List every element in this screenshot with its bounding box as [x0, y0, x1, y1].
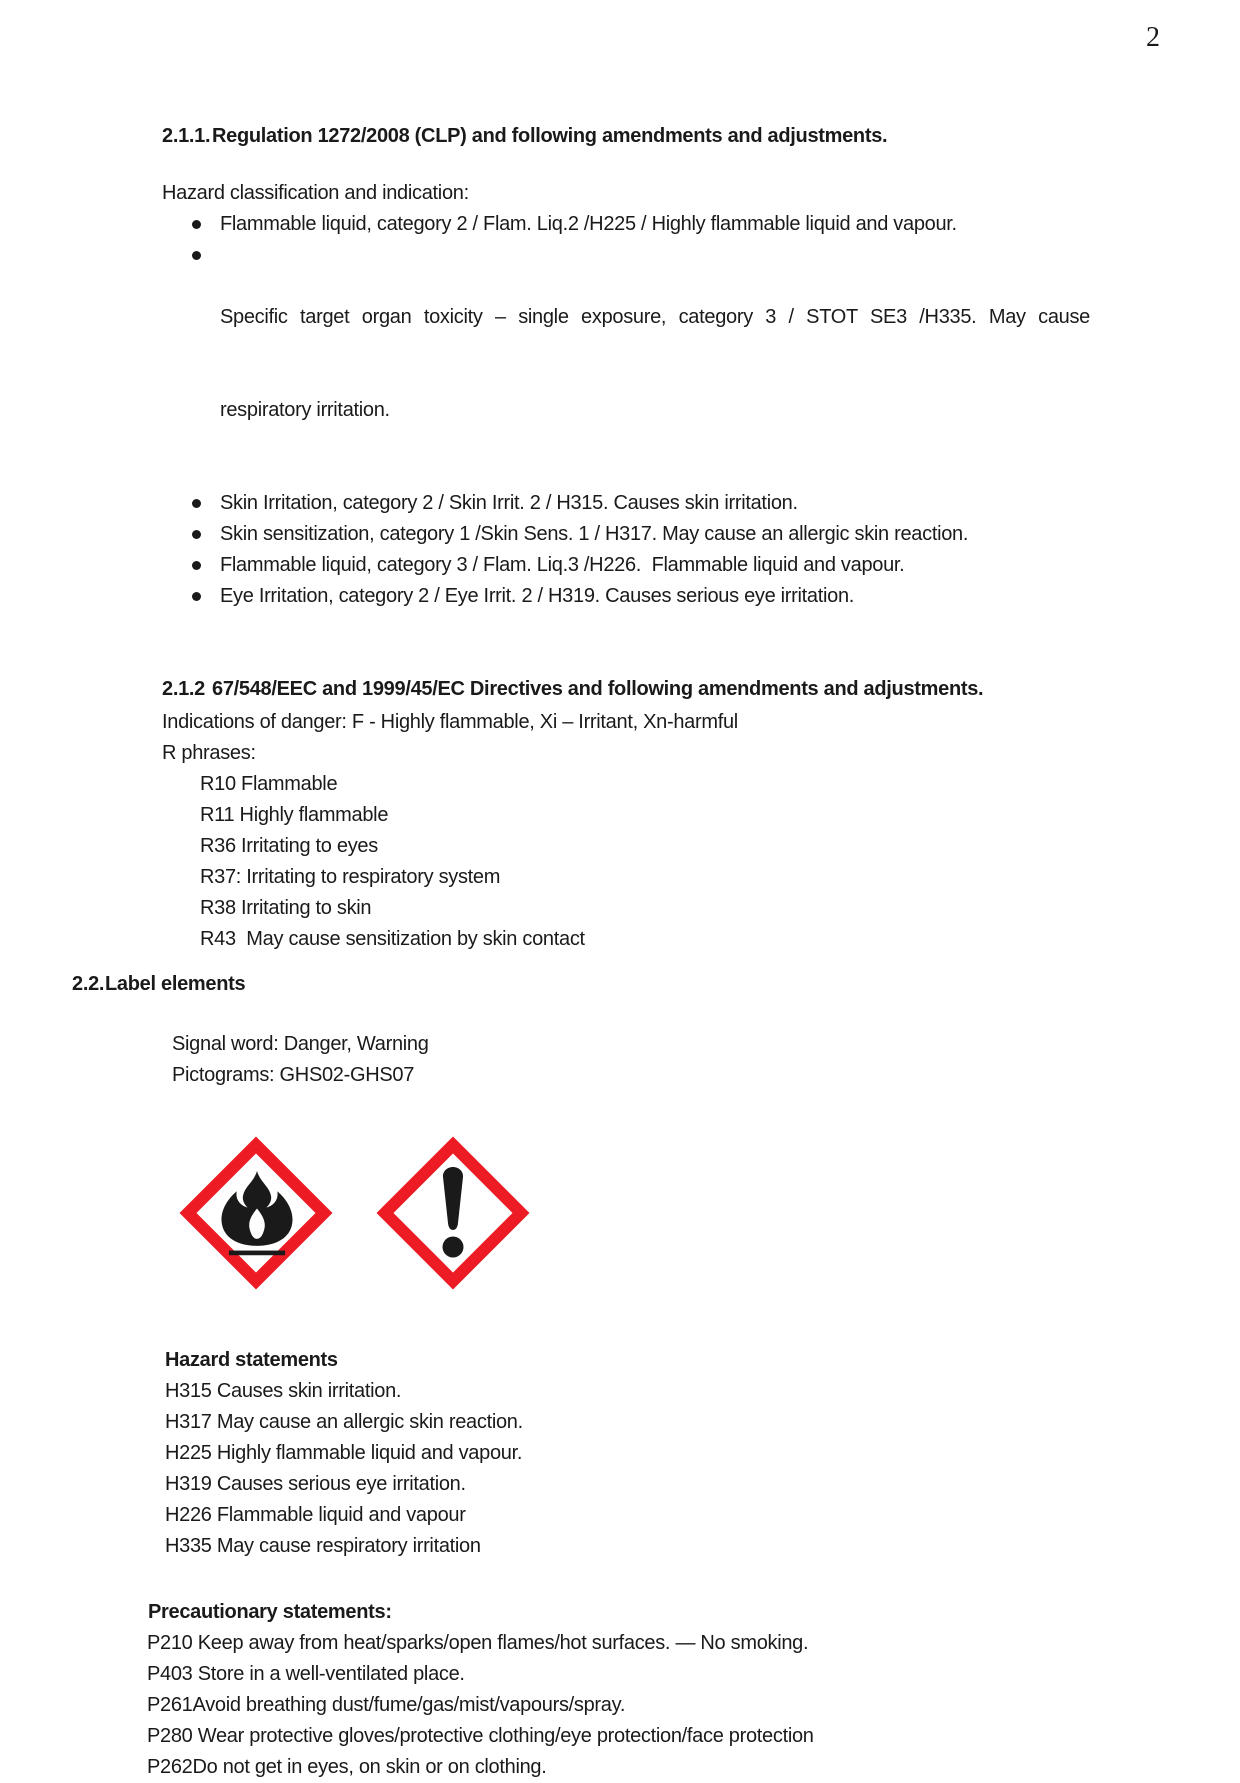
- list-item-text: Skin sensitization, category 1 /Skin Sens. 1 / H317. May cause an allergic skin reaction.: [220, 523, 969, 545]
- hazard-statement: H315 Causes skin irritation.: [165, 1380, 402, 1402]
- list-item: [162, 240, 1090, 488]
- precautionary-statement: P210 Keep away from heat/sparks/open flames/hot surfaces. — No smoking.: [147, 1632, 809, 1654]
- pictograms-line: Pictograms: GHS02-GHS07: [172, 1064, 415, 1086]
- precautionary-statement: P280 Wear protective gloves/protective clothing/eye protection/face protection: [147, 1725, 814, 1747]
- r-phrases-label: R phrases:: [162, 742, 256, 764]
- hazard-statements-heading: Hazard statements: [165, 1349, 338, 1371]
- section-title: Regulation 1272/2008 (CLP) and following amendments and adjustments.: [212, 125, 888, 147]
- hazard-statement: H335 May cause respiratory irritation: [165, 1535, 481, 1557]
- section-number: 2.1.2: [162, 678, 205, 700]
- precautionary-statements-list: [147, 1628, 1090, 1783]
- list-item-text: Skin Irritation, category 2 / Skin Irrit. 2 / H315. Causes skin irritation.: [220, 492, 798, 514]
- hazard-statement: H225 Highly flammable liquid and vapour.: [165, 1442, 523, 1464]
- precautionary-statement: P403 Store in a well-ventilated place.: [147, 1663, 465, 1685]
- ghs02-flame-pictogram-icon: [180, 1137, 332, 1289]
- list-item-text-line1: Specific target organ toxicity – single exposure, category 3 / STOT SE3 /H335. May cause: [220, 306, 1090, 328]
- hazard-statement: H226 Flammable liquid and vapour: [165, 1504, 466, 1526]
- list-item-text: Eye Irritation, category 2 / Eye Irrit. 2 / H319. Causes serious eye irritation.: [220, 585, 855, 607]
- list-item: [162, 550, 1090, 581]
- precautionary-statement: P261Avoid breathing dust/fume/gas/mist/vapours/spray.: [147, 1694, 626, 1716]
- list-item: [162, 581, 1090, 612]
- section-title: 67/548/EEC and 1999/45/EC Directives and following amendments and adjustments.: [212, 678, 984, 700]
- list-item: [162, 209, 1090, 240]
- ghs07-exclamation-pictogram-icon: [377, 1137, 529, 1289]
- list-item-text: Flammable liquid, category 3 / Flam. Liq.3 /H226. Flammable liquid and vapour.: [220, 554, 905, 576]
- r-phrases-list: [200, 769, 1090, 955]
- precautionary-statement: P262Do not get in eyes, on skin or on clothing.: [147, 1756, 547, 1778]
- r-phrase: R43 May cause sensitization by skin contact: [200, 928, 585, 950]
- r-phrase: R37: Irritating to respiratory system: [200, 866, 501, 888]
- hazard-classification-list: [162, 209, 1090, 612]
- r-phrase: R10 Flammable: [200, 773, 338, 795]
- list-item: [162, 519, 1090, 550]
- hazard-statement: H319 Causes serious eye irritation.: [165, 1473, 466, 1495]
- pictograms-row: [180, 1137, 1090, 1289]
- r-phrase: R11 Highly flammable: [200, 804, 389, 826]
- indications-of-danger: Indications of danger: F - Highly flammable, Xi – Irritant, Xn-harmful: [162, 711, 738, 733]
- section-title: Label elements: [105, 973, 246, 995]
- r-phrase: R38 Irritating to skin: [200, 897, 372, 919]
- section-number: 2.1.1.: [162, 125, 211, 147]
- section-heading-2-1-2: [162, 674, 1090, 705]
- hazard-statements-list: [165, 1376, 1090, 1562]
- signal-word-line: Signal word: Danger, Warning: [172, 1033, 429, 1055]
- section-heading-2-1-1: [162, 121, 1090, 152]
- r-phrase: R36 Irritating to eyes: [200, 835, 378, 857]
- list-item-text: Flammable liquid, category 2 / Flam. Liq.2 /H225 / Highly flammable liquid and vapour.: [220, 213, 957, 235]
- list-item: [162, 488, 1090, 519]
- precautionary-statements-heading: Precautionary statements:: [148, 1601, 392, 1623]
- list-item-text-line2: respiratory irritation.: [220, 399, 390, 421]
- page-number: 2: [1146, 22, 1160, 53]
- section-heading-2-2: [72, 969, 1090, 1000]
- hazard-classification-intro: Hazard classification and indication:: [162, 182, 469, 204]
- section-number: 2.2.: [72, 973, 105, 995]
- hazard-statement: H317 May cause an allergic skin reaction.: [165, 1411, 523, 1433]
